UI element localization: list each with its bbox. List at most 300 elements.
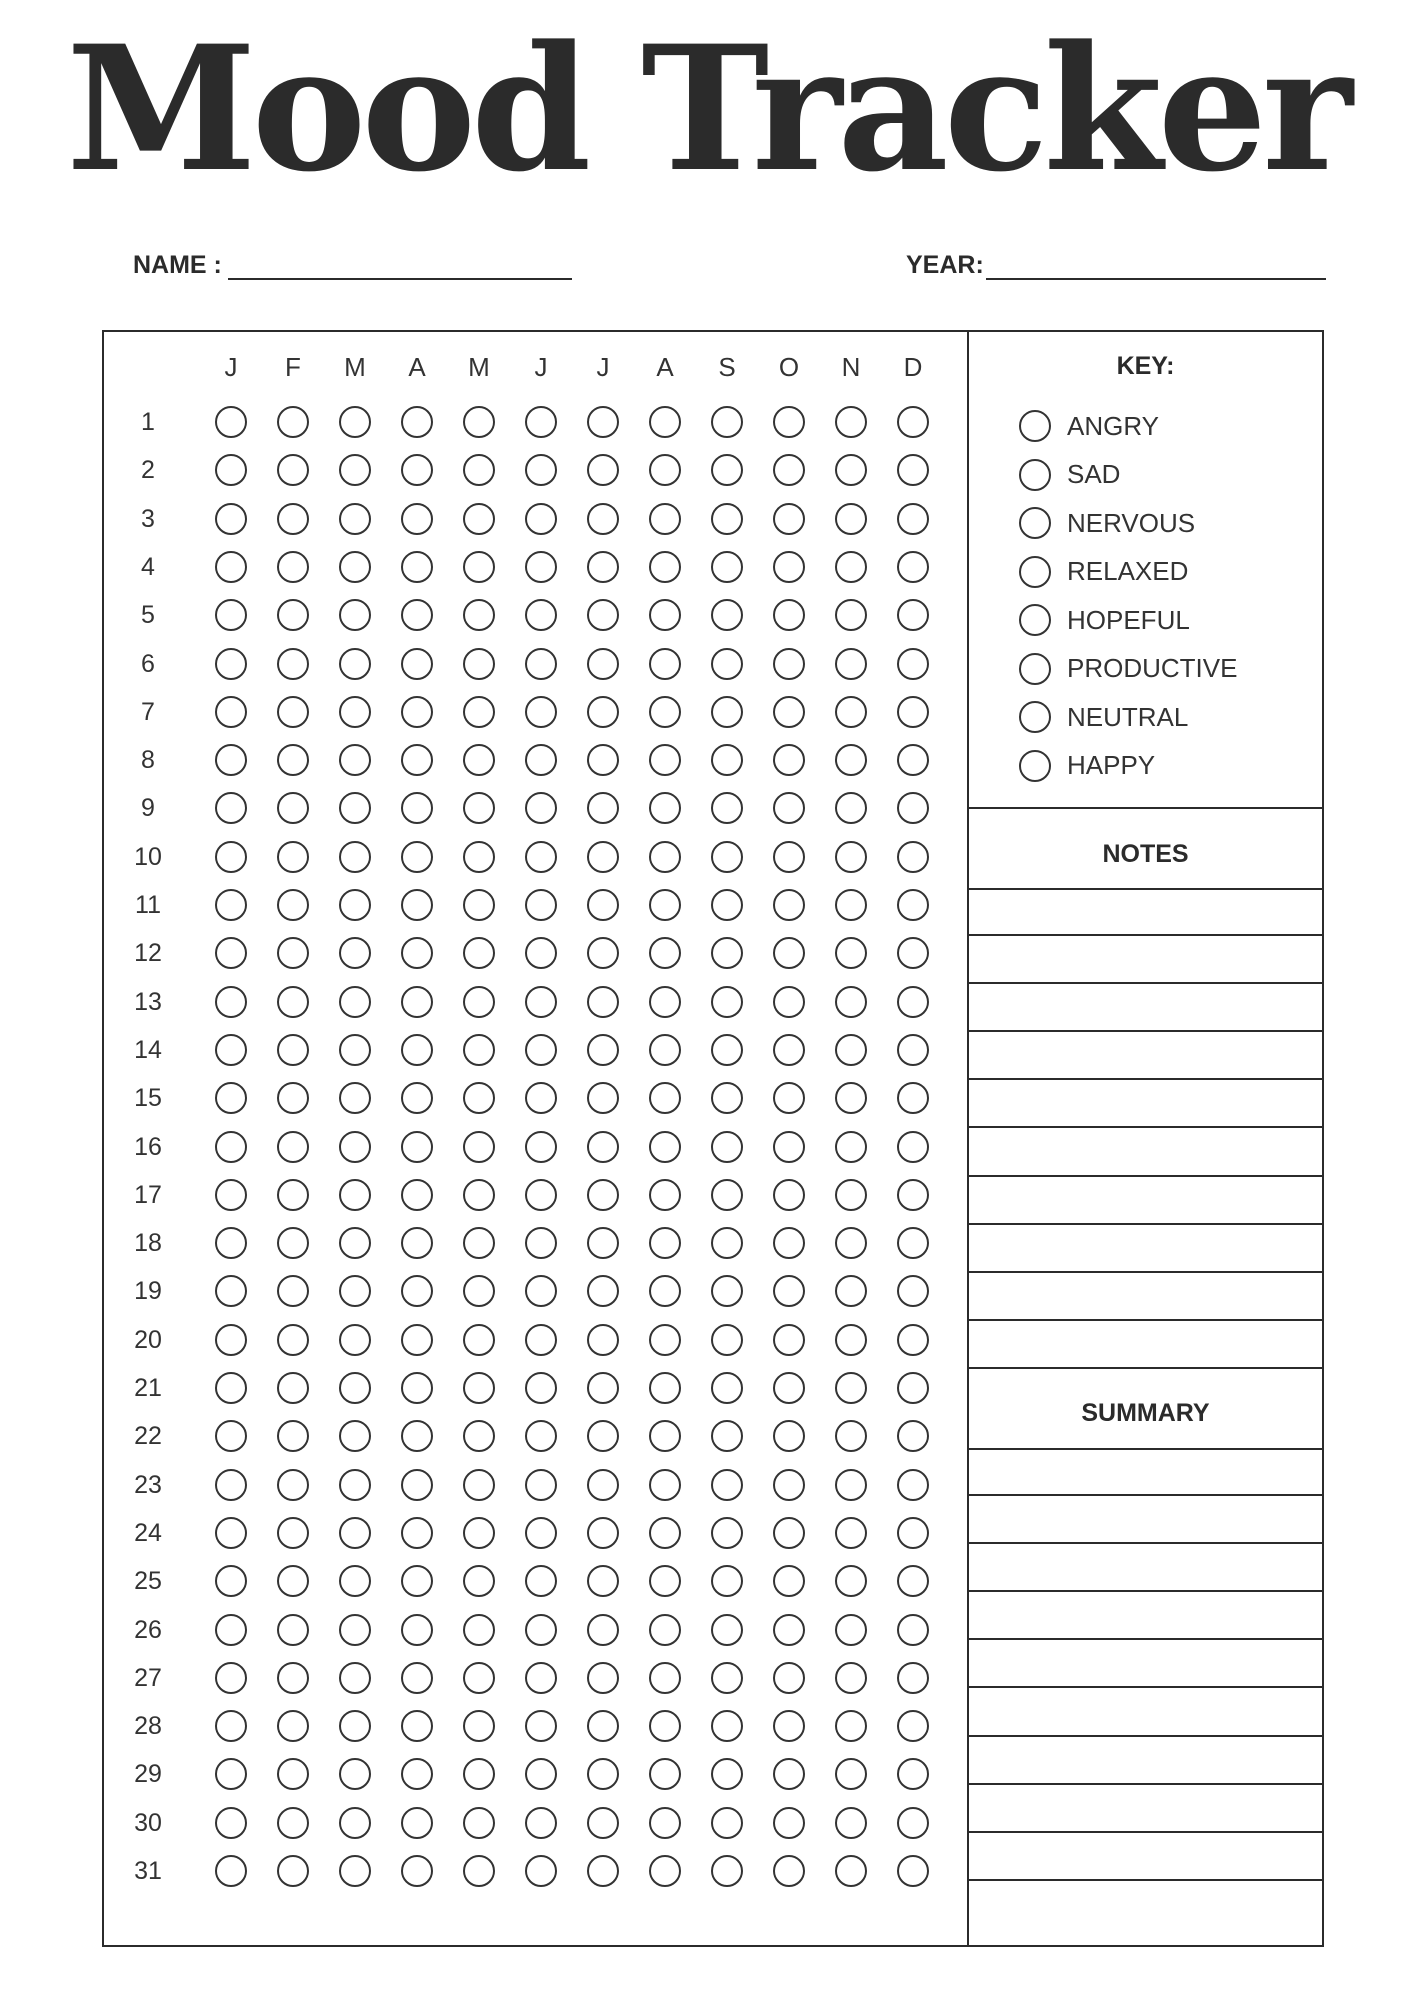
mood-circle[interactable] bbox=[835, 454, 867, 486]
mood-circle[interactable] bbox=[339, 841, 371, 873]
mood-circle[interactable] bbox=[711, 1565, 743, 1597]
mood-circle[interactable] bbox=[587, 503, 619, 535]
mood-circle[interactable] bbox=[525, 551, 557, 583]
mood-circle[interactable] bbox=[773, 551, 805, 583]
mood-circle[interactable] bbox=[587, 792, 619, 824]
mood-circle[interactable] bbox=[835, 1469, 867, 1501]
mood-circle[interactable] bbox=[587, 1179, 619, 1211]
mood-circle[interactable] bbox=[463, 986, 495, 1018]
mood-circle[interactable] bbox=[649, 551, 681, 583]
mood-circle[interactable] bbox=[339, 937, 371, 969]
key-color-circle[interactable] bbox=[1019, 410, 1051, 442]
mood-circle[interactable] bbox=[649, 1710, 681, 1742]
mood-circle[interactable] bbox=[277, 937, 309, 969]
mood-circle[interactable] bbox=[897, 1614, 929, 1646]
mood-circle[interactable] bbox=[711, 986, 743, 1018]
mood-circle[interactable] bbox=[401, 744, 433, 776]
mood-circle[interactable] bbox=[463, 841, 495, 873]
mood-circle[interactable] bbox=[277, 1034, 309, 1066]
summary-line[interactable] bbox=[969, 1835, 1322, 1881]
mood-circle[interactable] bbox=[587, 454, 619, 486]
notes-line[interactable] bbox=[969, 1275, 1322, 1321]
mood-circle[interactable] bbox=[463, 1662, 495, 1694]
mood-circle[interactable] bbox=[525, 1855, 557, 1887]
mood-circle[interactable] bbox=[277, 1275, 309, 1307]
mood-circle[interactable] bbox=[215, 1179, 247, 1211]
mood-circle[interactable] bbox=[649, 1275, 681, 1307]
mood-circle[interactable] bbox=[773, 454, 805, 486]
mood-circle[interactable] bbox=[897, 1034, 929, 1066]
notes-line[interactable] bbox=[969, 1082, 1322, 1128]
mood-circle[interactable] bbox=[897, 1420, 929, 1452]
mood-circle[interactable] bbox=[649, 454, 681, 486]
mood-circle[interactable] bbox=[339, 1855, 371, 1887]
mood-circle[interactable] bbox=[215, 648, 247, 680]
mood-circle[interactable] bbox=[525, 841, 557, 873]
mood-circle[interactable] bbox=[835, 1710, 867, 1742]
mood-circle[interactable] bbox=[525, 889, 557, 921]
mood-circle[interactable] bbox=[649, 1082, 681, 1114]
mood-circle[interactable] bbox=[649, 889, 681, 921]
mood-circle[interactable] bbox=[897, 889, 929, 921]
mood-circle[interactable] bbox=[773, 1227, 805, 1259]
mood-circle[interactable] bbox=[835, 1275, 867, 1307]
mood-circle[interactable] bbox=[773, 1275, 805, 1307]
mood-circle[interactable] bbox=[897, 986, 929, 1018]
mood-circle[interactable] bbox=[401, 696, 433, 728]
mood-circle[interactable] bbox=[835, 792, 867, 824]
mood-circle[interactable] bbox=[215, 1565, 247, 1597]
mood-circle[interactable] bbox=[835, 1855, 867, 1887]
mood-circle[interactable] bbox=[587, 744, 619, 776]
mood-circle[interactable] bbox=[649, 1372, 681, 1404]
mood-circle[interactable] bbox=[215, 1469, 247, 1501]
mood-circle[interactable] bbox=[587, 551, 619, 583]
mood-circle[interactable] bbox=[649, 986, 681, 1018]
mood-circle[interactable] bbox=[339, 744, 371, 776]
mood-circle[interactable] bbox=[463, 1517, 495, 1549]
mood-circle[interactable] bbox=[401, 1614, 433, 1646]
mood-circle[interactable] bbox=[339, 1034, 371, 1066]
mood-circle[interactable] bbox=[835, 1372, 867, 1404]
mood-circle[interactable] bbox=[897, 1275, 929, 1307]
mood-circle[interactable] bbox=[215, 551, 247, 583]
mood-circle[interactable] bbox=[897, 503, 929, 535]
mood-circle[interactable] bbox=[463, 696, 495, 728]
mood-circle[interactable] bbox=[587, 406, 619, 438]
mood-circle[interactable] bbox=[339, 1372, 371, 1404]
mood-circle[interactable] bbox=[835, 1034, 867, 1066]
mood-circle[interactable] bbox=[401, 889, 433, 921]
mood-circle[interactable] bbox=[649, 1420, 681, 1452]
mood-circle[interactable] bbox=[773, 1565, 805, 1597]
mood-circle[interactable] bbox=[463, 1807, 495, 1839]
mood-circle[interactable] bbox=[587, 648, 619, 680]
mood-circle[interactable] bbox=[339, 792, 371, 824]
mood-circle[interactable] bbox=[339, 986, 371, 1018]
mood-circle[interactable] bbox=[215, 1807, 247, 1839]
mood-circle[interactable] bbox=[773, 1082, 805, 1114]
mood-circle[interactable] bbox=[525, 599, 557, 631]
mood-circle[interactable] bbox=[897, 648, 929, 680]
mood-circle[interactable] bbox=[339, 406, 371, 438]
mood-circle[interactable] bbox=[835, 1227, 867, 1259]
mood-circle[interactable] bbox=[649, 841, 681, 873]
mood-circle[interactable] bbox=[277, 1179, 309, 1211]
mood-circle[interactable] bbox=[711, 1082, 743, 1114]
mood-circle[interactable] bbox=[277, 1758, 309, 1790]
mood-circle[interactable] bbox=[401, 1179, 433, 1211]
mood-circle[interactable] bbox=[649, 1131, 681, 1163]
mood-circle[interactable] bbox=[401, 1469, 433, 1501]
mood-circle[interactable] bbox=[587, 1131, 619, 1163]
summary-line[interactable] bbox=[969, 1594, 1322, 1640]
mood-circle[interactable] bbox=[401, 406, 433, 438]
mood-circle[interactable] bbox=[587, 1662, 619, 1694]
mood-circle[interactable] bbox=[525, 1179, 557, 1211]
mood-circle[interactable] bbox=[401, 1131, 433, 1163]
mood-circle[interactable] bbox=[339, 1614, 371, 1646]
mood-circle[interactable] bbox=[215, 454, 247, 486]
mood-circle[interactable] bbox=[525, 1324, 557, 1356]
mood-circle[interactable] bbox=[401, 986, 433, 1018]
mood-circle[interactable] bbox=[897, 792, 929, 824]
mood-circle[interactable] bbox=[711, 1614, 743, 1646]
mood-circle[interactable] bbox=[339, 1179, 371, 1211]
mood-circle[interactable] bbox=[587, 1082, 619, 1114]
mood-circle[interactable] bbox=[339, 1227, 371, 1259]
mood-circle[interactable] bbox=[711, 792, 743, 824]
mood-circle[interactable] bbox=[897, 744, 929, 776]
mood-circle[interactable] bbox=[525, 986, 557, 1018]
mood-circle[interactable] bbox=[897, 1324, 929, 1356]
mood-circle[interactable] bbox=[649, 696, 681, 728]
mood-circle[interactable] bbox=[773, 696, 805, 728]
mood-circle[interactable] bbox=[277, 1710, 309, 1742]
mood-circle[interactable] bbox=[835, 599, 867, 631]
mood-circle[interactable] bbox=[649, 937, 681, 969]
mood-circle[interactable] bbox=[897, 1469, 929, 1501]
mood-circle[interactable] bbox=[711, 1469, 743, 1501]
mood-circle[interactable] bbox=[897, 937, 929, 969]
mood-circle[interactable] bbox=[463, 889, 495, 921]
mood-circle[interactable] bbox=[401, 1565, 433, 1597]
mood-circle[interactable] bbox=[463, 1710, 495, 1742]
mood-circle[interactable] bbox=[525, 1662, 557, 1694]
mood-circle[interactable] bbox=[463, 1469, 495, 1501]
mood-circle[interactable] bbox=[339, 1517, 371, 1549]
mood-circle[interactable] bbox=[215, 1131, 247, 1163]
mood-circle[interactable] bbox=[587, 1758, 619, 1790]
notes-line[interactable] bbox=[969, 890, 1322, 936]
mood-circle[interactable] bbox=[215, 986, 247, 1018]
mood-circle[interactable] bbox=[649, 1565, 681, 1597]
mood-circle[interactable] bbox=[401, 1275, 433, 1307]
mood-circle[interactable] bbox=[463, 1179, 495, 1211]
mood-circle[interactable] bbox=[711, 1034, 743, 1066]
mood-circle[interactable] bbox=[897, 1807, 929, 1839]
notes-line[interactable] bbox=[969, 1227, 1322, 1273]
mood-circle[interactable] bbox=[649, 599, 681, 631]
mood-circle[interactable] bbox=[339, 889, 371, 921]
mood-circle[interactable] bbox=[711, 1855, 743, 1887]
mood-circle[interactable] bbox=[277, 1614, 309, 1646]
mood-circle[interactable] bbox=[463, 1565, 495, 1597]
mood-circle[interactable] bbox=[711, 1517, 743, 1549]
mood-circle[interactable] bbox=[401, 1855, 433, 1887]
mood-circle[interactable] bbox=[649, 1807, 681, 1839]
key-color-circle[interactable] bbox=[1019, 750, 1051, 782]
mood-circle[interactable] bbox=[215, 841, 247, 873]
mood-circle[interactable] bbox=[463, 1227, 495, 1259]
mood-circle[interactable] bbox=[711, 1275, 743, 1307]
mood-circle[interactable] bbox=[897, 1082, 929, 1114]
summary-line[interactable] bbox=[969, 1546, 1322, 1592]
mood-circle[interactable] bbox=[215, 1662, 247, 1694]
mood-circle[interactable] bbox=[835, 551, 867, 583]
mood-circle[interactable] bbox=[587, 1710, 619, 1742]
mood-circle[interactable] bbox=[215, 696, 247, 728]
mood-circle[interactable] bbox=[773, 937, 805, 969]
mood-circle[interactable] bbox=[525, 1614, 557, 1646]
mood-circle[interactable] bbox=[897, 1131, 929, 1163]
mood-circle[interactable] bbox=[277, 551, 309, 583]
mood-circle[interactable] bbox=[339, 1565, 371, 1597]
mood-circle[interactable] bbox=[711, 744, 743, 776]
mood-circle[interactable] bbox=[401, 599, 433, 631]
mood-circle[interactable] bbox=[463, 1614, 495, 1646]
mood-circle[interactable] bbox=[277, 1807, 309, 1839]
mood-circle[interactable] bbox=[649, 1855, 681, 1887]
mood-circle[interactable] bbox=[339, 1082, 371, 1114]
mood-circle[interactable] bbox=[215, 1614, 247, 1646]
mood-circle[interactable] bbox=[525, 503, 557, 535]
mood-circle[interactable] bbox=[215, 406, 247, 438]
mood-circle[interactable] bbox=[835, 1758, 867, 1790]
mood-circle[interactable] bbox=[835, 1614, 867, 1646]
mood-circle[interactable] bbox=[773, 1662, 805, 1694]
mood-circle[interactable] bbox=[897, 1662, 929, 1694]
mood-circle[interactable] bbox=[525, 1372, 557, 1404]
mood-circle[interactable] bbox=[463, 1034, 495, 1066]
mood-circle[interactable] bbox=[773, 1614, 805, 1646]
mood-circle[interactable] bbox=[401, 551, 433, 583]
mood-circle[interactable] bbox=[773, 1758, 805, 1790]
mood-circle[interactable] bbox=[525, 454, 557, 486]
mood-circle[interactable] bbox=[215, 1758, 247, 1790]
mood-circle[interactable] bbox=[401, 792, 433, 824]
mood-circle[interactable] bbox=[215, 1517, 247, 1549]
mood-circle[interactable] bbox=[835, 841, 867, 873]
mood-circle[interactable] bbox=[773, 599, 805, 631]
mood-circle[interactable] bbox=[649, 1614, 681, 1646]
mood-circle[interactable] bbox=[215, 1855, 247, 1887]
mood-circle[interactable] bbox=[339, 1662, 371, 1694]
mood-circle[interactable] bbox=[649, 792, 681, 824]
mood-circle[interactable] bbox=[215, 1372, 247, 1404]
mood-circle[interactable] bbox=[587, 937, 619, 969]
mood-circle[interactable] bbox=[463, 1131, 495, 1163]
mood-circle[interactable] bbox=[525, 1758, 557, 1790]
mood-circle[interactable] bbox=[649, 1517, 681, 1549]
mood-circle[interactable] bbox=[587, 1469, 619, 1501]
mood-circle[interactable] bbox=[525, 1420, 557, 1452]
mood-circle[interactable] bbox=[587, 599, 619, 631]
mood-circle[interactable] bbox=[525, 792, 557, 824]
mood-circle[interactable] bbox=[835, 986, 867, 1018]
mood-circle[interactable] bbox=[897, 1758, 929, 1790]
mood-circle[interactable] bbox=[711, 1372, 743, 1404]
mood-circle[interactable] bbox=[587, 1855, 619, 1887]
mood-circle[interactable] bbox=[587, 1275, 619, 1307]
mood-circle[interactable] bbox=[835, 1082, 867, 1114]
mood-circle[interactable] bbox=[339, 1324, 371, 1356]
mood-circle[interactable] bbox=[277, 1324, 309, 1356]
mood-circle[interactable] bbox=[463, 1275, 495, 1307]
mood-circle[interactable] bbox=[649, 1227, 681, 1259]
mood-circle[interactable] bbox=[215, 1082, 247, 1114]
mood-circle[interactable] bbox=[277, 406, 309, 438]
mood-circle[interactable] bbox=[773, 1179, 805, 1211]
mood-circle[interactable] bbox=[649, 1324, 681, 1356]
mood-circle[interactable] bbox=[525, 1807, 557, 1839]
mood-circle[interactable] bbox=[773, 1517, 805, 1549]
summary-line[interactable] bbox=[969, 1450, 1322, 1496]
mood-circle[interactable] bbox=[897, 1179, 929, 1211]
mood-circle[interactable] bbox=[277, 599, 309, 631]
mood-circle[interactable] bbox=[773, 792, 805, 824]
key-color-circle[interactable] bbox=[1019, 459, 1051, 491]
mood-circle[interactable] bbox=[401, 1034, 433, 1066]
summary-line[interactable] bbox=[969, 1642, 1322, 1688]
mood-circle[interactable] bbox=[835, 1517, 867, 1549]
mood-circle[interactable] bbox=[587, 696, 619, 728]
mood-circle[interactable] bbox=[277, 792, 309, 824]
mood-circle[interactable] bbox=[463, 551, 495, 583]
mood-circle[interactable] bbox=[835, 1565, 867, 1597]
summary-line[interactable] bbox=[969, 1787, 1322, 1833]
mood-circle[interactable] bbox=[525, 1034, 557, 1066]
mood-circle[interactable] bbox=[401, 1710, 433, 1742]
mood-circle[interactable] bbox=[711, 1758, 743, 1790]
mood-circle[interactable] bbox=[711, 1179, 743, 1211]
mood-circle[interactable] bbox=[463, 454, 495, 486]
mood-circle[interactable] bbox=[711, 1324, 743, 1356]
mood-circle[interactable] bbox=[897, 1710, 929, 1742]
mood-circle[interactable] bbox=[215, 1420, 247, 1452]
mood-circle[interactable] bbox=[649, 406, 681, 438]
mood-circle[interactable] bbox=[587, 1614, 619, 1646]
mood-circle[interactable] bbox=[587, 889, 619, 921]
mood-circle[interactable] bbox=[897, 1372, 929, 1404]
mood-circle[interactable] bbox=[773, 1807, 805, 1839]
mood-circle[interactable] bbox=[587, 1324, 619, 1356]
mood-circle[interactable] bbox=[215, 1710, 247, 1742]
mood-circle[interactable] bbox=[525, 937, 557, 969]
notes-line[interactable] bbox=[969, 1034, 1322, 1080]
mood-circle[interactable] bbox=[587, 1807, 619, 1839]
mood-circle[interactable] bbox=[711, 937, 743, 969]
mood-circle[interactable] bbox=[525, 744, 557, 776]
mood-circle[interactable] bbox=[463, 1372, 495, 1404]
mood-circle[interactable] bbox=[711, 1710, 743, 1742]
mood-circle[interactable] bbox=[587, 1034, 619, 1066]
mood-circle[interactable] bbox=[215, 1034, 247, 1066]
mood-circle[interactable] bbox=[215, 792, 247, 824]
mood-circle[interactable] bbox=[835, 696, 867, 728]
mood-circle[interactable] bbox=[897, 696, 929, 728]
mood-circle[interactable] bbox=[277, 503, 309, 535]
mood-circle[interactable] bbox=[463, 1758, 495, 1790]
summary-line[interactable] bbox=[969, 1498, 1322, 1544]
mood-circle[interactable] bbox=[215, 744, 247, 776]
mood-circle[interactable] bbox=[339, 648, 371, 680]
mood-circle[interactable] bbox=[897, 1227, 929, 1259]
mood-circle[interactable] bbox=[401, 1807, 433, 1839]
mood-circle[interactable] bbox=[773, 889, 805, 921]
mood-circle[interactable] bbox=[773, 503, 805, 535]
mood-circle[interactable] bbox=[525, 1565, 557, 1597]
mood-circle[interactable] bbox=[649, 503, 681, 535]
mood-circle[interactable] bbox=[649, 1758, 681, 1790]
mood-circle[interactable] bbox=[897, 551, 929, 583]
mood-circle[interactable] bbox=[339, 1275, 371, 1307]
notes-line[interactable] bbox=[969, 1323, 1322, 1369]
mood-circle[interactable] bbox=[897, 1855, 929, 1887]
mood-circle[interactable] bbox=[773, 1131, 805, 1163]
mood-circle[interactable] bbox=[711, 648, 743, 680]
mood-circle[interactable] bbox=[711, 454, 743, 486]
mood-circle[interactable] bbox=[711, 599, 743, 631]
mood-circle[interactable] bbox=[525, 406, 557, 438]
mood-circle[interactable] bbox=[711, 503, 743, 535]
mood-circle[interactable] bbox=[897, 599, 929, 631]
mood-circle[interactable] bbox=[711, 1131, 743, 1163]
mood-circle[interactable] bbox=[401, 1324, 433, 1356]
mood-circle[interactable] bbox=[277, 1855, 309, 1887]
mood-circle[interactable] bbox=[711, 406, 743, 438]
mood-circle[interactable] bbox=[463, 1420, 495, 1452]
mood-circle[interactable] bbox=[215, 1227, 247, 1259]
mood-circle[interactable] bbox=[277, 1662, 309, 1694]
mood-circle[interactable] bbox=[277, 1372, 309, 1404]
notes-line[interactable] bbox=[969, 938, 1322, 984]
mood-circle[interactable] bbox=[215, 1275, 247, 1307]
mood-circle[interactable] bbox=[711, 1662, 743, 1694]
mood-circle[interactable] bbox=[401, 503, 433, 535]
mood-circle[interactable] bbox=[773, 1469, 805, 1501]
mood-circle[interactable] bbox=[649, 648, 681, 680]
mood-circle[interactable] bbox=[897, 406, 929, 438]
mood-circle[interactable] bbox=[773, 1710, 805, 1742]
mood-circle[interactable] bbox=[587, 1565, 619, 1597]
mood-circle[interactable] bbox=[773, 744, 805, 776]
key-color-circle[interactable] bbox=[1019, 604, 1051, 636]
mood-circle[interactable] bbox=[277, 454, 309, 486]
mood-circle[interactable] bbox=[525, 1517, 557, 1549]
mood-circle[interactable] bbox=[711, 696, 743, 728]
mood-circle[interactable] bbox=[773, 1324, 805, 1356]
mood-circle[interactable] bbox=[773, 1420, 805, 1452]
mood-circle[interactable] bbox=[587, 986, 619, 1018]
summary-line[interactable] bbox=[969, 1691, 1322, 1737]
mood-circle[interactable] bbox=[277, 1469, 309, 1501]
mood-circle[interactable] bbox=[835, 1179, 867, 1211]
mood-circle[interactable] bbox=[339, 454, 371, 486]
mood-circle[interactable] bbox=[897, 454, 929, 486]
mood-circle[interactable] bbox=[401, 1227, 433, 1259]
mood-circle[interactable] bbox=[339, 599, 371, 631]
